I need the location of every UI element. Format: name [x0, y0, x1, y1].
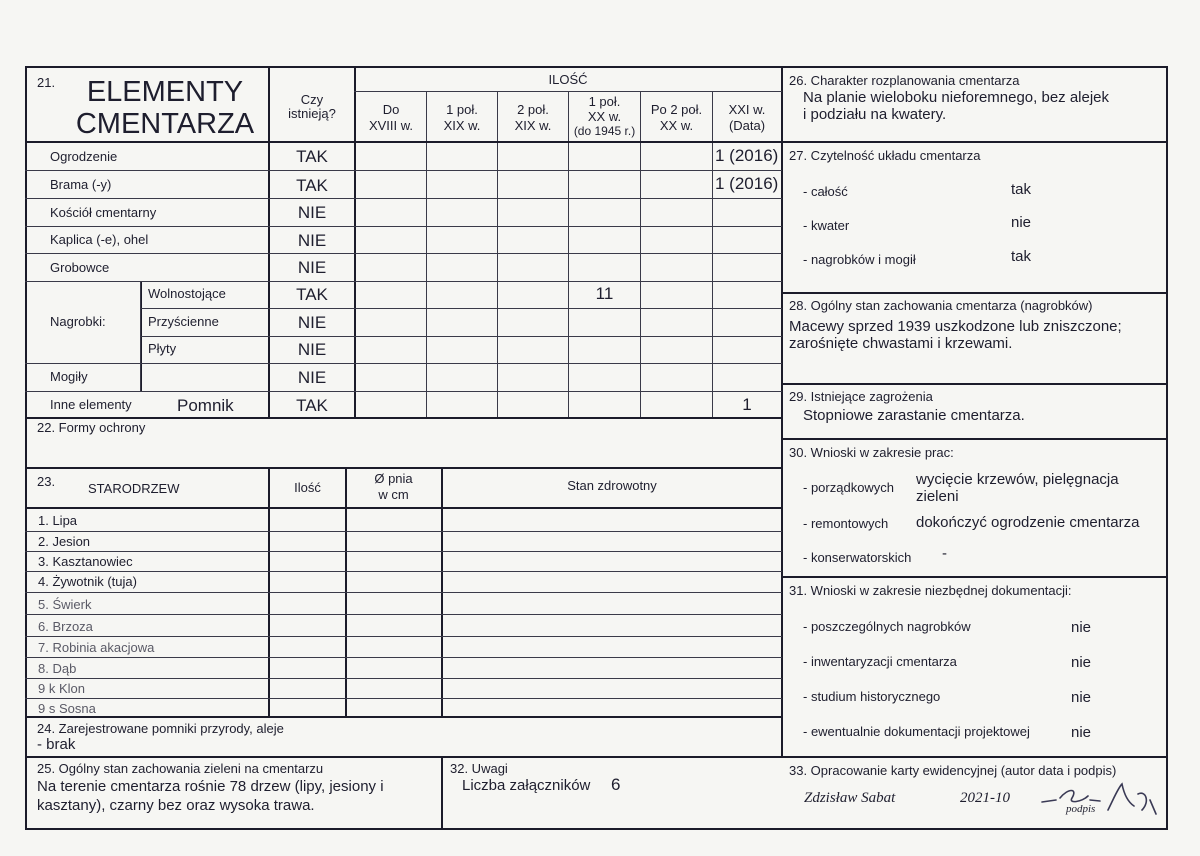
tree-item: 9 k Klon [38, 681, 85, 696]
readability-label: 27. Czytelność układu cmentarza [789, 148, 981, 163]
tree-item: 9 s Sosna [38, 701, 96, 716]
exists-value: TAK [296, 147, 328, 166]
tree-item: 8. Dąb [38, 661, 77, 676]
layout-character-line1: Na planie wieloboku nieforemnego, bez alejek [803, 89, 1110, 106]
conservation-value: - [942, 545, 947, 562]
row-label: Brama (-y) [50, 177, 112, 192]
xx1-value: 11 [595, 284, 614, 303]
elements-title-line1: ELEMENTY [86, 76, 244, 108]
signature-caption: podpis [1066, 803, 1096, 815]
threats-value: Stopniowe zarastanie cmentarza. [803, 407, 1025, 424]
exists-value: NIE [297, 231, 327, 250]
card-author-label: 33. Opracowanie karty ewidencyjnej (autor data i podpis) [789, 763, 1117, 778]
author-date: 2021-10 [960, 790, 1010, 806]
row-label: Płyty [148, 341, 177, 356]
exists-value: NIE [297, 258, 327, 277]
exists-value: NIE [297, 368, 327, 387]
row-label: Mogiły [50, 369, 88, 384]
exists-value: TAK [296, 176, 328, 195]
works-label: 30. Wnioski w zakresie prac: [789, 445, 954, 460]
row-label: Wolnostojące [148, 286, 226, 301]
preservation-line2: zarośnięte chwastami i krzewami. [789, 335, 1013, 352]
tree-item: 6. Brzoza [38, 619, 93, 634]
row-label: Ogrodzenie [50, 149, 118, 164]
exists-value: NIE [297, 313, 327, 332]
natural-monuments-value: - brak [37, 736, 76, 753]
tree-item: 4. Żywotnik (tuja) [38, 574, 137, 589]
nagrobki-label: Nagrobki: [50, 314, 106, 329]
tree-item: 3. Kasztanowiec [38, 554, 133, 569]
row-label: Inne elementy [50, 397, 132, 412]
xxi-value: 1 (2016) [715, 146, 779, 165]
health-header: Stan zdrowotny [567, 478, 657, 493]
count-header: Ilość [294, 480, 321, 495]
repair-label: - remontowych [803, 516, 889, 531]
greenery-state-label: 25. Ogólny stan zachowania zieleni na cmentarzu [37, 761, 324, 776]
ilosc-header: ILOŚĆ [548, 72, 588, 87]
protection-forms-label: 22. Formy ochrony [37, 420, 146, 435]
remarks-label: 32. Uwagi [450, 761, 508, 776]
conservation-label: - konserwatorskich [803, 550, 912, 565]
exists-value: TAK [296, 396, 328, 415]
tree-item: 1. Lipa [38, 513, 78, 528]
signature-mark [1038, 780, 1163, 820]
section-number: 23. [37, 474, 56, 489]
documentation-label: 31. Wnioski w zakresie niezbędnej dokumentacji: [789, 583, 1072, 598]
row-label: Grobowce [50, 260, 110, 275]
threats-label: 29. Istniejące zagrożenia [789, 389, 933, 404]
exists-value: NIE [297, 203, 327, 222]
row-label: Kaplica (-e), ohel [50, 232, 149, 247]
xxi-value: 1 (2016) [715, 174, 779, 193]
preservation-line1: Macewy sprzed 1939 uszkodzone lub zniszczone; [789, 318, 1122, 335]
tree-item: 5. Świerk [38, 597, 92, 612]
layout-character-label: 26. Charakter rozplanowania cmentarza [789, 73, 1020, 88]
cleanup-value-line2: zieleni [916, 488, 959, 505]
attachments-count: 6 [611, 775, 621, 794]
natural-monuments-label: 24. Zarejestrowane pomniki przyrody, aleje [37, 721, 284, 736]
starodrzew-title: STARODRZEW [88, 481, 180, 496]
other-element-value: Pomnik [177, 396, 234, 415]
trunk-header-line2: w cm [378, 487, 409, 502]
greenery-state-line1: Na terenie cmentarza rośnie 78 drzew (lipy, jesiony i [37, 778, 384, 795]
row-label: Przyścienne [148, 314, 219, 329]
greenery-state-line2: kasztany), czarny bez oraz wysoka trawa. [37, 797, 315, 814]
layout-character-line2: i podziału na kwatery. [803, 106, 947, 123]
trunk-header-line1: Ø pnia [374, 471, 413, 486]
exists-value: TAK [296, 285, 328, 304]
attachments-label: Liczba załączników [462, 777, 591, 794]
author-name: Zdzisław Sabat [804, 790, 896, 806]
section-number: 21. [37, 75, 56, 90]
row-label: Kościół cmentarny [50, 205, 157, 220]
repair-value: dokończyć ogrodzenie cmentarza [916, 514, 1140, 531]
elements-title-line2: CMENTARZA [75, 108, 255, 140]
czy-header-line2: istnieją? [288, 106, 336, 121]
tree-item: 7. Robinia akacjowa [38, 640, 155, 655]
tree-item: 2. Jesion [38, 534, 91, 549]
preservation-label: 28. Ogólny stan zachowania cmentarza (nagrobków) [789, 298, 1093, 313]
exists-value: NIE [297, 340, 327, 359]
czy-header-line1: Czy [300, 92, 324, 107]
cleanup-value-line1: wycięcie krzewów, pielęgnacja [916, 471, 1119, 488]
xxi-value: 1 [742, 395, 752, 414]
cleanup-label: - porządkowych [803, 480, 895, 495]
